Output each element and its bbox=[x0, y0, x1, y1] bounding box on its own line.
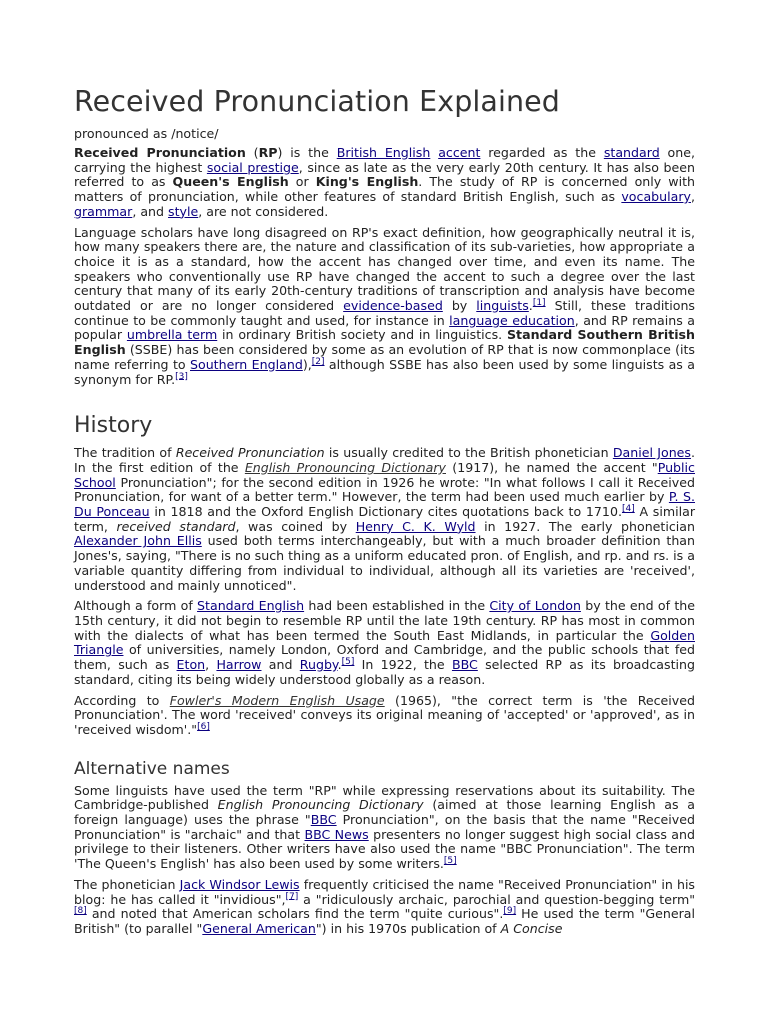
text-run: Pronunciation"; for the second edition in 1926 he wrote: "In what follows I call it Received Pronunciation, for want of a better term." However, the term had been used much earlier by bbox=[74, 474, 695, 505]
bold-term: Queen's English bbox=[172, 174, 289, 190]
text-run: Still, these traditions continue to be commonly taught and used, for instance in bbox=[74, 298, 695, 328]
italic-term: received standard bbox=[116, 518, 236, 534]
article-link[interactable]: Standard English bbox=[197, 598, 305, 614]
section-heading: History bbox=[74, 413, 153, 439]
text-run bbox=[430, 145, 438, 160]
text-run: , and RP remains a popular bbox=[74, 312, 695, 343]
article-link[interactable]: Fowler's Modern English Usage bbox=[169, 692, 385, 708]
text-run: by bbox=[442, 298, 477, 314]
article-link[interactable]: Henry C. K. Wyld bbox=[355, 518, 476, 534]
section-heading: Alternative names bbox=[74, 758, 230, 779]
paragraph bbox=[74, 784, 695, 872]
article-link[interactable]: P. S. Du Ponceau bbox=[74, 489, 695, 520]
paragraph bbox=[74, 599, 695, 687]
text-run: by the end of the 15th century, it did not begin to resemble RP until the late 19th century. RP has most in common with the dialects of what has been termed the South East Midlands, in particular the bbox=[74, 598, 695, 643]
citation-link[interactable]: [2] bbox=[311, 356, 325, 367]
article-link[interactable]: English Pronouncing Dictionary bbox=[244, 459, 446, 475]
paragraph bbox=[74, 226, 695, 388]
article-link[interactable]: British English bbox=[336, 145, 431, 160]
italic-term: A Concise bbox=[500, 920, 563, 936]
citation-link[interactable]: [4] bbox=[621, 503, 635, 514]
article-link[interactable]: vocabulary bbox=[621, 189, 691, 205]
text-run: He used the term "General British" (to parallel " bbox=[74, 906, 695, 936]
text-run: used both terms interchangeably, but with a much broader definition than Jones's, saying, "There is no such thing as a uniform educated pron. of English, and rp. and rs. is a variable quantity differing from individual to individual, although all its varieties are 'received', understood and mainly unnoticed". bbox=[74, 533, 695, 593]
article-link[interactable]: Southern England bbox=[190, 356, 303, 372]
bold-term: Received Pronunciation bbox=[74, 145, 246, 160]
text-run: ), bbox=[302, 356, 312, 372]
text-run: is usually credited to the British phonetician bbox=[324, 445, 613, 461]
text-run: of universities, namely London, Oxford and Cambridge, and the public schools that fed them, such as bbox=[74, 642, 695, 673]
text-run: (SSBE) has been considered by some as an evolution of RP that is now commonplace (its name referring to bbox=[74, 342, 695, 372]
citation-link[interactable]: [5] bbox=[341, 656, 355, 667]
citation-sup bbox=[197, 722, 210, 732]
text-run: a "ridiculously archaic, parochial and question-begging term" bbox=[298, 891, 696, 907]
text-run: Language scholars have long disagreed on RP's exact definition, how geographically neutral it is, how many speakers there are, the nature and classification of its sub-varieties, how appropriate a choice it is as a standard, how the accent has changed over time, and even its name. The speakers who conventionally use RP have changed the accent to such a degree over the last century that many of its early 20th-century traditions of transcription and analysis have become outdated or are no longer considered bbox=[74, 224, 695, 314]
text-run: , bbox=[690, 189, 695, 205]
citation-sup bbox=[74, 906, 87, 916]
article-link[interactable]: Golden Triangle bbox=[74, 627, 695, 658]
citation-sup bbox=[286, 891, 299, 901]
text-run: . bbox=[528, 298, 533, 314]
text-run: although SSBE has also been used by some linguists as a synonym for RP. bbox=[74, 356, 695, 387]
italic-term: English Pronouncing Dictionary bbox=[217, 797, 424, 813]
text-run: The phonetician bbox=[74, 876, 180, 892]
article-link[interactable]: Harrow bbox=[216, 657, 262, 673]
text-run: in ordinary British society and in linguistics. bbox=[217, 327, 507, 343]
article-link[interactable]: BBC News bbox=[304, 826, 369, 842]
article-link[interactable]: evidence-based bbox=[343, 298, 443, 314]
citation-link[interactable]: [6] bbox=[197, 721, 210, 732]
article-link[interactable]: BBC bbox=[310, 812, 337, 828]
text-run: , bbox=[205, 657, 217, 673]
paragraph bbox=[74, 878, 695, 937]
citation-link[interactable]: [1] bbox=[532, 297, 546, 308]
text-run: and noted that American scholars find the term "quite curious". bbox=[86, 906, 504, 922]
citation-link[interactable]: [9] bbox=[503, 906, 517, 917]
article-link[interactable]: Eton bbox=[176, 657, 206, 673]
article-link[interactable]: Alexander John Ellis bbox=[74, 533, 202, 549]
text-run: According to bbox=[74, 692, 170, 708]
article-link[interactable]: social prestige bbox=[206, 159, 299, 175]
text-run: had been established in the bbox=[304, 598, 490, 614]
text-run: , are not considered. bbox=[198, 203, 329, 219]
text-run: ) is the bbox=[277, 145, 337, 160]
text-run: ( bbox=[245, 145, 259, 160]
article-link[interactable]: Jack Windsor Lewis bbox=[179, 876, 300, 892]
article-link[interactable]: accent bbox=[438, 145, 481, 160]
citation-link[interactable]: [3] bbox=[175, 371, 188, 382]
text-run: frequently criticised the name "Received Pronunciation" in his blog: he has called it "invidious", bbox=[74, 876, 695, 907]
text-run: , and bbox=[132, 203, 169, 219]
text-run: and bbox=[261, 657, 300, 673]
text-run: in 1818 and the Oxford English Dictionary cites quotations back to 1710. bbox=[149, 504, 622, 520]
article-link[interactable]: Rugby bbox=[299, 657, 338, 673]
text-run: , was coined by bbox=[235, 518, 356, 534]
text-run: selected RP as its broadcasting standard, citing its being widely understood globally as a reason. bbox=[74, 657, 695, 687]
article-link[interactable]: Public School bbox=[74, 459, 695, 490]
article-page bbox=[74, 84, 695, 943]
text-run: A similar term, bbox=[74, 504, 695, 534]
article-link[interactable]: grammar bbox=[74, 203, 133, 219]
text-run: regarded as the bbox=[480, 145, 604, 160]
italic-term: Received Pronunciation bbox=[175, 445, 325, 461]
bold-term: Standard Southern British English bbox=[74, 327, 695, 358]
text-run: or bbox=[288, 174, 316, 190]
article-link[interactable]: Daniel Jones bbox=[612, 445, 691, 461]
text-run: The tradition of bbox=[74, 445, 176, 461]
pronunciation-note: pronounced as /notice/ bbox=[74, 126, 219, 141]
article-body bbox=[74, 146, 695, 937]
citation-link[interactable]: [5] bbox=[443, 855, 457, 866]
text-run: Some linguists have used the term "RP" while expressing reservations about its suitability. The Cambridge-published bbox=[74, 782, 695, 813]
citation-sup bbox=[312, 357, 325, 367]
article-link[interactable]: City of London bbox=[489, 598, 581, 614]
citation-sup bbox=[175, 371, 188, 381]
paragraph bbox=[74, 446, 695, 593]
article-link[interactable]: umbrella term bbox=[126, 327, 218, 343]
text-run: Although a form of bbox=[74, 598, 198, 614]
text-run: ") in his 1970s publication of bbox=[315, 920, 501, 936]
text-run: (1917), he named the accent " bbox=[446, 459, 658, 475]
citation-sup bbox=[622, 504, 635, 514]
citation-sup bbox=[503, 906, 516, 916]
article-link[interactable]: language education bbox=[449, 312, 575, 328]
article-link[interactable]: General American bbox=[202, 920, 316, 936]
article-link[interactable]: BBC bbox=[451, 657, 478, 673]
paragraph bbox=[74, 694, 695, 738]
text-run: presenters no longer suggest high social class and privilege to their listeners. Other writers have also used the name "BBC Pronunciation". The term 'The Queen's English' has also been used by some writers. bbox=[74, 826, 695, 872]
text-run: . In the first edition of the bbox=[74, 445, 695, 475]
citation-link[interactable]: [7] bbox=[285, 891, 299, 902]
text-run: (aimed at those learning English as a foreign language) uses the phrase " bbox=[74, 797, 695, 828]
text-run: in 1927. The early phonetician bbox=[475, 518, 695, 534]
paragraph bbox=[74, 146, 695, 220]
article-link[interactable]: style bbox=[168, 203, 199, 219]
text-run: . bbox=[337, 657, 342, 673]
citation-link[interactable]: [8] bbox=[74, 906, 87, 917]
text-run: In 1922, the bbox=[354, 657, 452, 673]
text-run: , since as late as the very early 20th century. It has also been referred to as bbox=[74, 159, 695, 190]
page-title: Received Pronunciation Explained bbox=[74, 85, 560, 118]
citation-sup bbox=[342, 657, 355, 667]
text-run: . The study of RP is concerned only with matters of pronunciation, while other features of standard British English, such as bbox=[74, 174, 695, 205]
citation-sup bbox=[533, 298, 546, 308]
article-link[interactable]: linguists bbox=[476, 298, 529, 314]
bold-term: King's English bbox=[315, 174, 419, 190]
bold-term: RP bbox=[258, 145, 278, 160]
citation-sup bbox=[444, 856, 457, 866]
text-run: Pronunciation", on the basis that the name "Received Pronunciation" is "archaic" and that bbox=[74, 812, 695, 842]
article-link[interactable]: standard bbox=[603, 145, 660, 160]
text-run: (1965), "the correct term is 'the Received Pronunciation'. The word 'received' conveys its original meaning of 'accepted' or 'approved', as in 'received wisdom'." bbox=[74, 692, 695, 737]
text-run: one, carrying the highest bbox=[74, 145, 695, 175]
